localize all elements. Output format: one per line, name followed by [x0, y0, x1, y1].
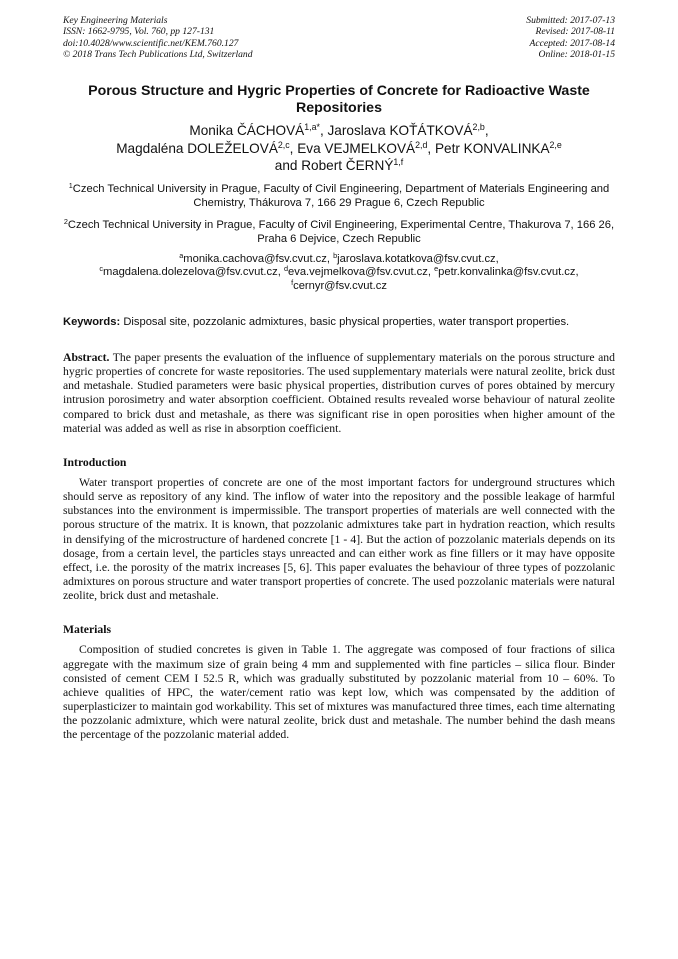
- affiliation-1: $^1$Czech Technical University in Prague, Faculty of Civil Engineering, Department of Materials Engineering and Chemistry, Thákurova 7, 166 29 Prague 6, Czech Republic: [68, 180, 610, 209]
- materials-paragraph: Composition of studied concretes is given in Table 1. The aggregate was composed of four fractions of silica aggregate with the maximum size of grain being 4 mm and supplemented with fine particles – silica flour. Binder consisted of cement CEM I 52.5 R, which was gradually substituted by pozzolanic material from 10 – 60%. To achieve qualities of HPC, the water/cement ratio was kept low, which was compensated by the addition of superplasticizer to maintain god workability. This set of mixtures was manufactured three times, each time alternating the pozzolanic admixture, which were natural zeolite, brick dust and metashale. The number behind the dash means the percentage of the pozzolanic material added.: [63, 643, 615, 742]
- abstract: [63, 351, 615, 436]
- copyright-line: © 2018 Trans Tech Publications Ltd, Switzerland: [63, 48, 253, 60]
- accepted-date: Accepted: 2017-08-14: [529, 37, 615, 49]
- keywords-label: Keywords:: [63, 316, 121, 328]
- journal-name: Key Engineering Materials: [63, 15, 168, 26]
- journal-header: [63, 15, 615, 65]
- keywords-text: Disposal site, pozzolanic admixtures, basic physical properties, water transport properties.: [123, 316, 570, 328]
- section-heading-materials: Materials: [63, 623, 112, 637]
- issn-line: ISSN: 1662-9795, Vol. 760, pp 127-131: [63, 26, 215, 38]
- submitted-date: Submitted: 2017-07-13: [526, 15, 615, 26]
- paper-title: Porous Structure and Hygric Properties of Concrete for Radioactive Waste Repositories: [88, 83, 590, 116]
- email-c: $^c$magdalena.dolezelova@fsv.cvut.cz,: [99, 264, 284, 278]
- author: Eva VEJMELKOVÁ$^{2,d}$,: [297, 139, 435, 156]
- keywords: [63, 315, 615, 329]
- submission-dates: [526, 15, 615, 60]
- email-f: $^f$cernyr@fsv.cvut.cz: [291, 277, 387, 292]
- journal-info: [63, 15, 253, 60]
- introduction-paragraph: Water transport properties of concrete are one of the most important factors for underground structures which should serve as repository of any kind. The inflow of water into the repository and the possible leakage of harmful substances into the environment is impermissible. The transport properties of materials are well connected with the porous structure of the matrix. It is known, that pozzolanic admixtures take part in hydration reaction, which results in densifying of the microstructure of hardened concrete [1 - 4]. But the action of pozzolanic materials depends on its dosage, from a certain level, the particles stays unreacted and can either work as fine fillers or it may have opposite effect, i.e. the porosity of the matrix increases [5, 6]. This paper evaluates the behaviour of three types of pozzolanic admixtures on porous structure and water transport properties of concrete. The used pozzolanic materials were natural zeolite, brick dust and metashale.: [63, 475, 615, 603]
- author: Petr KONVALINKA$^{2,e}$: [434, 139, 562, 156]
- abstract-label: Abstract.: [63, 351, 110, 364]
- email-e: $^e$petr.konvalinka@fsv.cvut.cz,: [434, 264, 579, 278]
- email-list: [63, 250, 615, 294]
- email-d: $^d$eva.vejmelkova@fsv.cvut.cz,: [283, 264, 435, 278]
- email-a: $^a$monika.cachova@fsv.cvut.cz,: [179, 250, 334, 265]
- author: Jaroslava KOŤÁTKOVÁ$^{2,b}$,: [327, 122, 489, 138]
- revised-date: Revised: 2017-08-11: [535, 26, 615, 38]
- doi-line: doi:10.4028/www.scientific.net/KEM.760.127: [63, 37, 239, 49]
- article-page: [63, 15, 615, 742]
- author: Magdaléna DOLEŽELOVÁ$^{2,c}$,: [116, 139, 298, 156]
- section-heading-introduction: Introduction: [63, 455, 127, 469]
- email-b: $^b$jaroslava.kotatkova@fsv.cvut.cz,: [333, 250, 499, 265]
- affiliation-2: $^2$Czech Technical University in Prague, Faculty of Civil Engineering, Experimental Centre, Thakurova 7, 166 26, Praha 6 Dejvice, Czech Republic: [63, 216, 615, 245]
- author-list: [63, 122, 615, 175]
- author: Monika $ČÁCHOVÁ^{1,a*}$,: [189, 122, 328, 138]
- abstract-text: The paper presents the evaluation of the influence of supplementary materials on the porous structure and hygric properties of concrete for waste repositories. The used supplementary materials were natural zeolite, brick dust and metashale. Studied parameters were basic physical properties, distribution curves of pores obtained by mercury intrusion porosimetry and water absorption coefficient. Obtained results revealed worse behaviour of natural zeolite compared to brick dust and metashale, as there was significant rise in open porosities when higher amount of the material was added as well as rise in absorption coefficient.: [63, 351, 615, 435]
- online-date: Online: 2018-01-15: [538, 48, 615, 60]
- author: and Robert ČERNÝ$^{1,f}$: [274, 157, 404, 173]
